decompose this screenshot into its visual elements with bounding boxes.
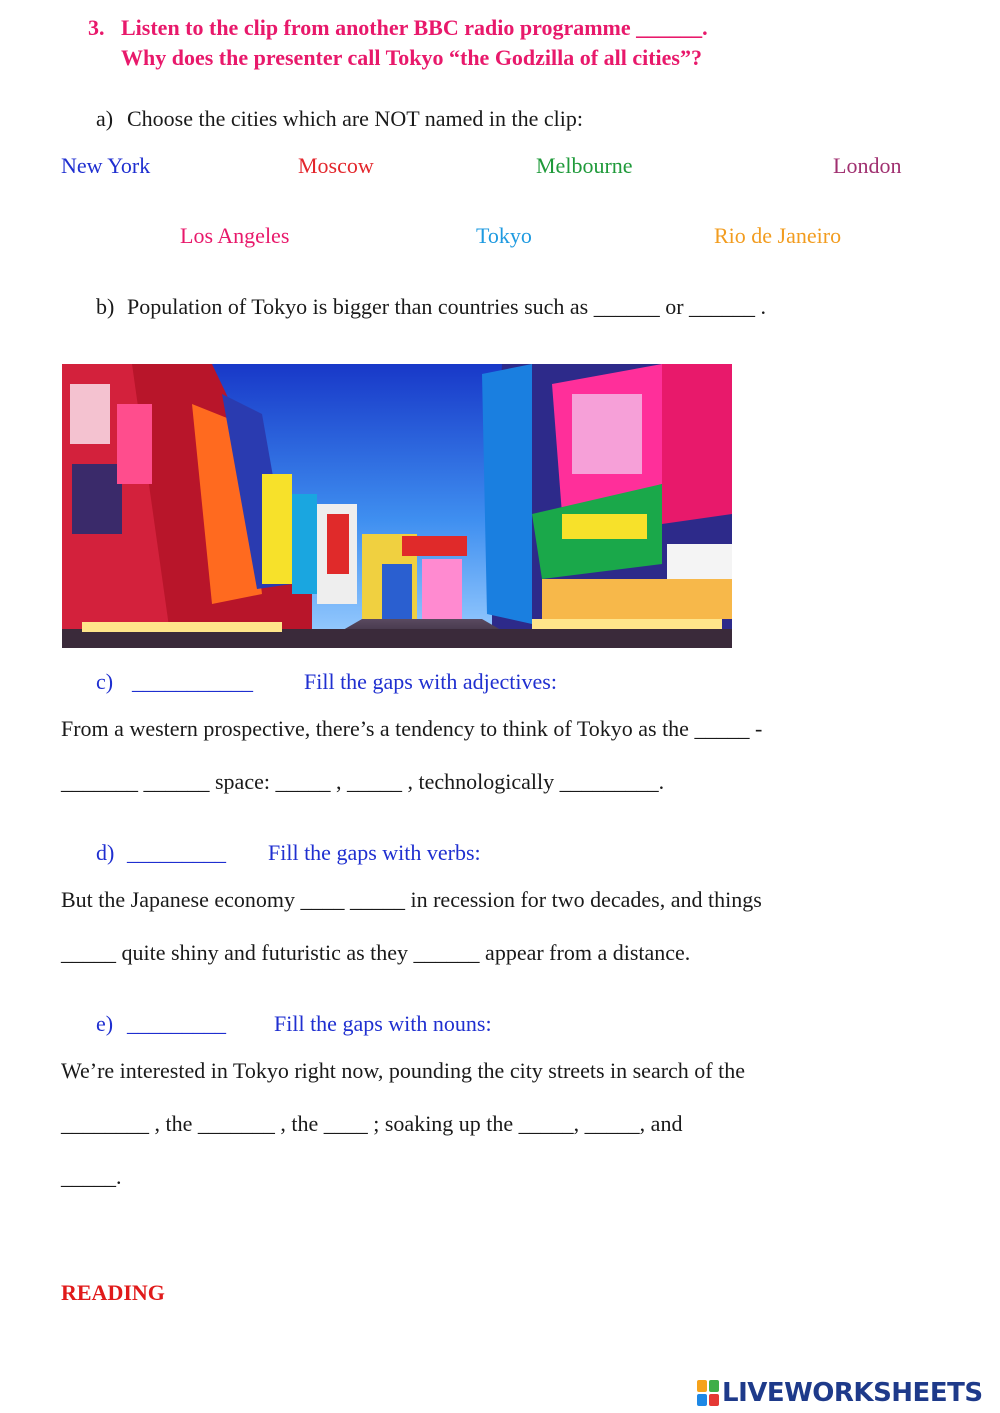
part-e-line-1: We’re interested in Tokyo right now, pounding the city streets in search of the bbox=[61, 1058, 746, 1083]
part-c-line-2[interactable]: _______ ______ space: _____ , _____ , technologically _________. bbox=[61, 769, 665, 794]
logo-text: LIVEWORKSHEETS bbox=[722, 1378, 983, 1408]
tokyo-street-photo bbox=[62, 364, 732, 648]
logo-mark-icon bbox=[697, 1380, 719, 1406]
city-option[interactable]: New York bbox=[61, 153, 151, 178]
part-d-instruction: Fill the gaps with verbs: bbox=[268, 840, 481, 865]
city-option[interactable]: Tokyo bbox=[476, 223, 532, 248]
part-c-line-1[interactable]: From a western prospective, there’s a tendency to think of Tokyo as the _____ - bbox=[61, 716, 763, 741]
question-number: 3. bbox=[88, 15, 105, 40]
part-e-line-3[interactable]: _____. bbox=[61, 1164, 122, 1189]
part-e-letter: e) bbox=[96, 1011, 114, 1036]
part-e-answer-blank[interactable]: _________ bbox=[127, 1011, 226, 1036]
reading-heading: READING bbox=[61, 1280, 165, 1305]
part-a-letter: a) bbox=[96, 106, 114, 131]
part-d-letter: d) bbox=[96, 840, 115, 865]
part-e-line-2[interactable]: ________ , the _______ , the ____ ; soaking up the _____, _____, and bbox=[61, 1111, 683, 1136]
part-c-instruction: Fill the gaps with adjectives: bbox=[304, 669, 557, 694]
part-d-line-1[interactable]: But the Japanese economy ____ _____ in recession for two decades, and things bbox=[61, 887, 762, 912]
part-d-answer-blank[interactable]: _________ bbox=[127, 840, 226, 865]
part-e-instruction: Fill the gaps with nouns: bbox=[274, 1011, 492, 1036]
question-line-2: Why does the presenter call Tokyo “the Godzilla of all cities”? bbox=[121, 45, 702, 70]
city-option[interactable]: Melbourne bbox=[536, 153, 633, 178]
part-c-letter: c) bbox=[96, 669, 114, 694]
liveworksheets-logo bbox=[697, 1377, 983, 1409]
part-c-answer-blank[interactable]: ___________ bbox=[132, 669, 253, 694]
part-b-letter: b) bbox=[96, 294, 115, 319]
question-line-1: Listen to the clip from another BBC radio programme ______. bbox=[121, 15, 708, 40]
city-option[interactable]: Moscow bbox=[298, 153, 374, 178]
city-option[interactable]: Los Angeles bbox=[180, 223, 290, 248]
part-b-text[interactable]: Population of Tokyo is bigger than countries such as ______ or ______ . bbox=[127, 294, 767, 319]
part-a-prompt: Choose the cities which are NOT named in the clip: bbox=[127, 106, 583, 131]
part-d-line-2[interactable]: _____ quite shiny and futuristic as they ______ appear from a distance. bbox=[61, 940, 691, 965]
city-option[interactable]: London bbox=[833, 153, 902, 178]
city-option[interactable]: Rio de Janeiro bbox=[714, 223, 842, 248]
